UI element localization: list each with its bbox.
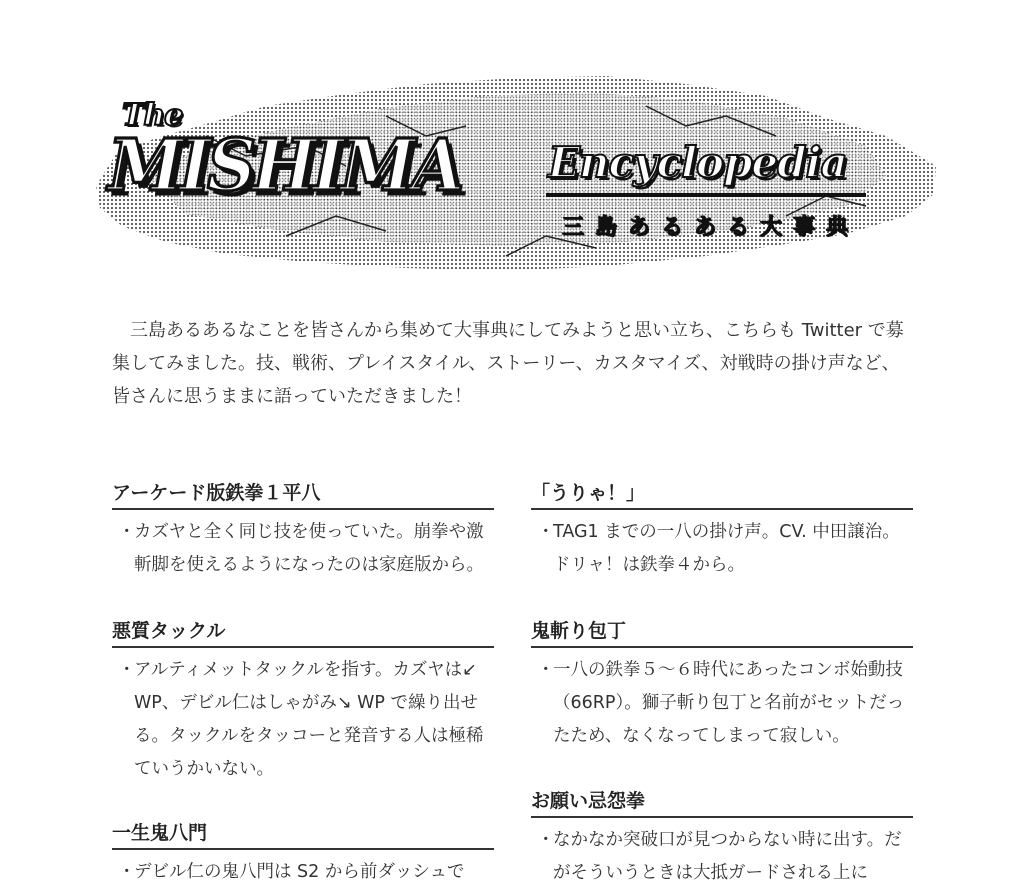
entry-text: カズヤと全く同じ技を使っていた。崩拳や激斬脚を使えるようになったのは家庭版から。 <box>134 522 484 575</box>
entry-title: 「うりゃ！」 <box>531 478 913 510</box>
bullet: ・ <box>537 522 555 542</box>
entry <box>112 616 494 786</box>
banner-the: The <box>122 98 183 133</box>
banner-title: MISHIMA <box>108 124 461 208</box>
entry <box>531 616 913 753</box>
entry-text: 一八の鉄拳５～６時代にあったコンボ始動技（66RP）。獅子斬り包丁と名前がセットだったため、なくなってしまって寂しい。 <box>553 660 905 746</box>
bullet: ・ <box>118 862 136 882</box>
banner-subtitle: Encyclopedia <box>548 138 847 187</box>
entry-title: お願い忌怨拳 <box>531 786 913 818</box>
entry <box>112 478 494 582</box>
entry-body <box>112 516 494 582</box>
banner-underline <box>546 193 866 197</box>
entry <box>531 786 913 890</box>
entry <box>112 818 494 889</box>
entry-body <box>112 654 494 786</box>
banner-japanese-title: 三島あるある大事典 <box>562 215 860 240</box>
bullet: ・ <box>118 522 136 542</box>
intro-paragraph: 三島あるあるなことを皆さんから集めて大事典にしてみようと思い立ち、こちらも Twitter で募集してみました。技、戦術、プレイスタイル、ストーリー、カスタマイズ、対戦時の掛け声など、皆さんに思うままに語っていただきました！ <box>112 320 904 407</box>
entry <box>531 478 913 582</box>
entry-title: 鬼斬り包丁 <box>531 616 913 648</box>
entry-title: アーケード版鉄拳１平八 <box>112 478 494 510</box>
title-banner <box>86 66 946 276</box>
entry-body <box>531 516 913 582</box>
bullet: ・ <box>118 660 136 680</box>
entry-body <box>531 654 913 753</box>
entry-title: 悪質タックル <box>112 616 494 648</box>
entry-body <box>531 824 913 890</box>
bullet: ・ <box>537 830 555 850</box>
entry-title: 一生鬼八門 <box>112 818 494 850</box>
entry-text: TAG1 までの一八の掛け声。CV. 中田譲治。ドリャ！は鉄拳４から。 <box>553 522 900 575</box>
entry-text: デビル仁の鬼八門は S2 から前ダッシュで <box>134 862 465 882</box>
bullet: ・ <box>537 660 555 680</box>
entry-body <box>112 856 494 889</box>
entry-text: なかなか突破口が見つからない時に出す。だがそういうときは大抵ガードされる上に <box>553 830 902 883</box>
entry-text: アルティメットタックルを指す。カズヤは↙ WP、デビル仁はしゃがみ↘ WP で繰り出せる。タックルをタッコーと発音する人は極稀ていうかいない。 <box>134 660 484 779</box>
